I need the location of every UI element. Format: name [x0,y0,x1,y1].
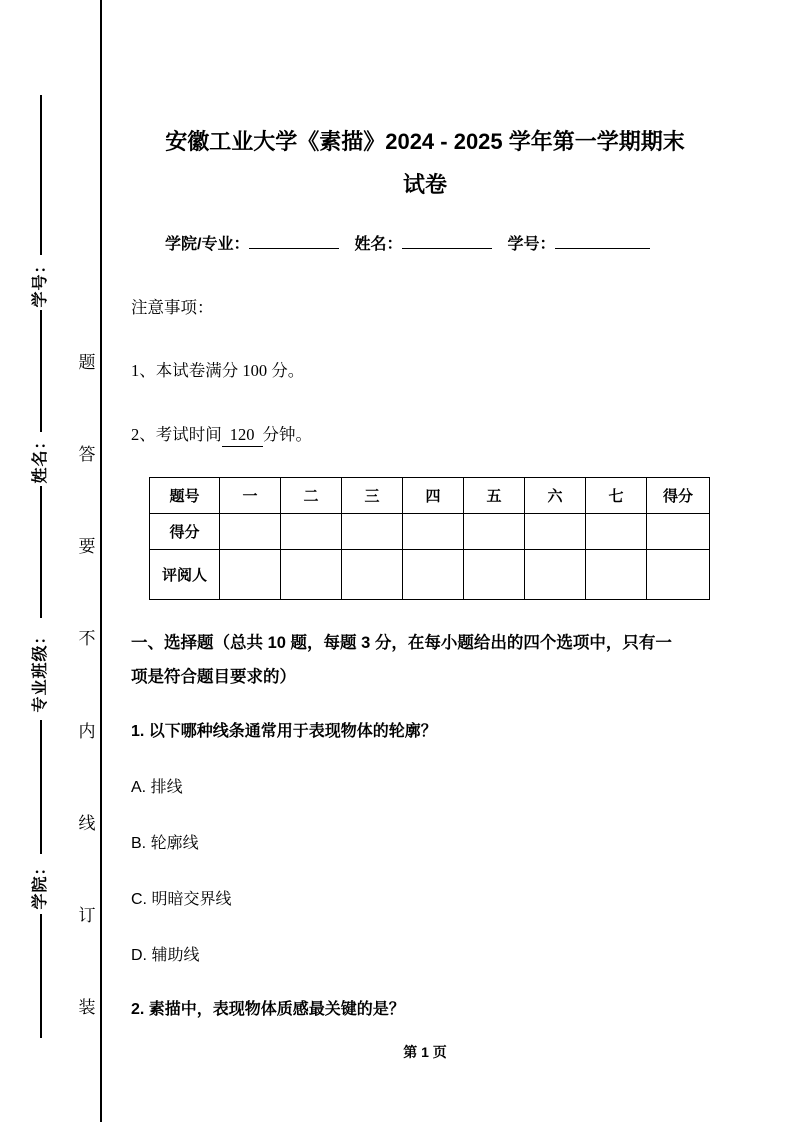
score-table-header-cell: 一 [220,478,281,514]
exam-title-line2: 试卷 [402,172,447,197]
name-field-label: 姓名： [354,236,403,253]
score-table-header-cell: 二 [281,478,342,514]
score-cell-empty [647,514,710,550]
score-table-header-cell: 得分 [647,478,710,514]
question-1-text: 1. 以下哪种线条通常用于表现物体的轮廓？ [131,723,437,740]
score-cell-empty [525,514,586,550]
binding-name-label: 姓名： [32,432,49,484]
score-cell-empty [464,514,525,550]
score-table-header-cell: 七 [586,478,647,514]
trailing-write-line [40,914,42,1038]
exam-duration-value: 120 [222,424,263,447]
score-table [149,477,710,600]
score-row-label: 得分 [150,514,220,550]
exam-title-line1: 安徽工业大学《素描》2024 - 2025 学年第一学期期末 [165,129,685,154]
note-item-2-prefix: 2、考试时间 [131,425,222,444]
reviewer-row-label: 评阅人 [150,550,220,600]
score-cell-empty [586,514,647,550]
student-id-blank [555,232,650,249]
score-table-header-row [150,478,710,514]
binding-char: 不 [78,629,96,649]
page-number: 第 1 页 [403,1044,447,1060]
question-1-option-c: C. 明暗交界线 [131,891,232,908]
reviewer-cell-empty [220,550,281,600]
college-major-blank [249,232,339,249]
student-info-row [165,231,719,254]
score-table-header-cell: 三 [342,478,403,514]
binding-college-label: 学院： [32,858,49,910]
exam-content [131,0,719,1022]
question-1-option-b: B. 轮廓线 [131,835,199,852]
binding-char: 要 [78,537,96,557]
binding-char: 订 [78,905,96,925]
reviewer-cell-empty [647,550,710,600]
binding-char: 题 [78,353,96,372]
question-2-text: 2. 素描中，表现物体质感最关键的是？ [131,1001,405,1018]
binding-char: 线 [78,813,96,833]
score-table-header-cell: 四 [403,478,464,514]
note-item-2-suffix: 分钟。 [262,425,312,444]
binding-char: 装 [78,997,96,1017]
reviewer-cell-empty [342,550,403,600]
score-cell-empty [220,514,281,550]
score-cell-empty [281,514,342,550]
score-cell-empty [403,514,464,550]
binding-rule-line [100,0,102,1122]
name-blank [402,232,492,249]
reviewer-cell-empty [464,550,525,600]
student-id-field-label: 学号： [507,236,556,253]
section-1-heading: 一、选择题（总共 10 题，每题 3 分，在每小题给出的四个选项中，只有一项是符合题目要求的） [131,634,672,686]
reviewer-cell-empty [586,550,647,600]
note-item-1: 1、本试卷满分 100 分。 [131,361,305,380]
binding-char: 答 [78,445,96,465]
score-table-score-row [150,514,710,550]
college-major-field-label: 学院/专业： [165,236,250,253]
notes-heading: 注意事项： [131,298,214,317]
binding-char: 内 [78,721,96,741]
binding-instruction-text [76,348,98,1018]
binding-student-id-label: 学号： [32,256,49,308]
reviewer-cell-empty [525,550,586,600]
note-item-2 [131,424,719,447]
reviewer-cell-empty [403,550,464,600]
binding-class-label: 专业班级： [32,627,49,713]
score-cell-empty [342,514,403,550]
reviewer-cell-empty [281,550,342,600]
score-table-header-cell: 六 [525,478,586,514]
score-table-header-cell: 题号 [150,478,220,514]
score-table-header-cell: 五 [464,478,525,514]
question-1-option-d: D. 辅助线 [131,947,200,964]
question-1-option-a: A. 排线 [131,779,183,796]
score-table-reviewer-row [150,550,710,600]
